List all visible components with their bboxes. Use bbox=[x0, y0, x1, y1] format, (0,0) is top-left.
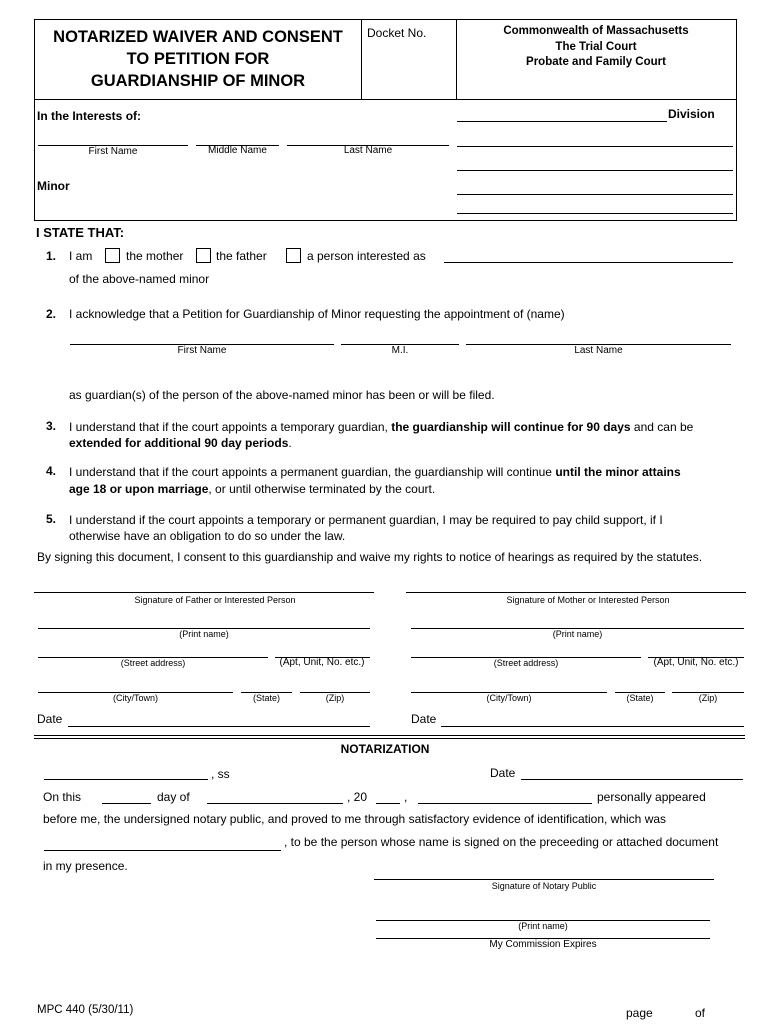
father-signature-caption: Signature of Father or Interested Person bbox=[134, 595, 296, 605]
docket-label: Docket No. bbox=[367, 26, 427, 40]
item-3-part-b: the guardianship will continue for 90 days bbox=[391, 420, 631, 434]
division-field[interactable] bbox=[457, 121, 667, 122]
day-of-label: day of bbox=[157, 790, 190, 804]
item-4-part-a: I understand that if the court appoints a permanent guardian, the guardianship will continue bbox=[69, 465, 556, 479]
item-2-tail: as guardian(s) of the person of the above-named minor has been or will be filed. bbox=[69, 388, 495, 402]
item-4-part-d: , or until otherwise terminated by the court. bbox=[208, 482, 436, 496]
item-2-text: I acknowledge that a Petition for Guardianship of Minor requesting the appointment of (name) bbox=[69, 307, 565, 321]
item-5-text bbox=[69, 512, 737, 544]
item-3-text bbox=[69, 419, 737, 451]
father-print-name-caption: (Print name) bbox=[179, 629, 229, 639]
year-comma: , bbox=[404, 790, 408, 804]
mother-date-field[interactable] bbox=[441, 726, 744, 727]
mother-checkbox[interactable] bbox=[105, 248, 120, 263]
division-label: Division bbox=[668, 107, 715, 121]
notary-date-field[interactable] bbox=[521, 779, 743, 780]
title-line-2: TO PETITION FOR bbox=[126, 50, 270, 68]
item-1-number: 1. bbox=[46, 249, 57, 263]
division-address-line-3[interactable] bbox=[457, 194, 733, 195]
item-4-number: 4. bbox=[46, 464, 57, 478]
mother-print-name-caption: (Print name) bbox=[552, 629, 603, 639]
mother-state-caption: (State) bbox=[626, 693, 654, 703]
mother-date-label: Date bbox=[411, 712, 437, 726]
mother-zip-caption: (Zip) bbox=[698, 693, 718, 703]
father-checkbox[interactable] bbox=[196, 248, 211, 263]
interested-person-checkbox[interactable] bbox=[286, 248, 301, 263]
commission-expires-caption: My Commission Expires bbox=[489, 939, 597, 950]
father-street-caption: (Street address) bbox=[120, 658, 186, 668]
father-city-caption: (City/Town) bbox=[112, 693, 158, 703]
item-4-part-c: age 18 or upon marriage bbox=[69, 482, 209, 496]
item-2-number: 2. bbox=[46, 307, 57, 321]
interested-option-label: a person interested as bbox=[307, 249, 426, 263]
docket-box-right bbox=[456, 19, 457, 99]
day-field[interactable] bbox=[102, 803, 151, 804]
identification-field[interactable] bbox=[44, 850, 281, 851]
title-divider bbox=[34, 99, 736, 100]
appeared-label: personally appeared bbox=[597, 790, 706, 804]
item-5-number: 5. bbox=[46, 512, 57, 526]
item-3-part-c: and can be bbox=[630, 420, 694, 434]
mother-signature-caption: Signature of Mother or Interested Person bbox=[506, 595, 670, 605]
page-label: page bbox=[626, 1006, 653, 1020]
year-field[interactable] bbox=[376, 803, 400, 804]
item-5-line-1: I understand if the court appoints a temporary or permanent guardian, I may be required to pay child support, if I bbox=[69, 513, 663, 527]
notary-signature-caption: Signature of Notary Public bbox=[491, 881, 597, 891]
item-3-number: 3. bbox=[46, 419, 57, 433]
guardian-last-name-caption: Last Name bbox=[574, 345, 623, 356]
division-address-line-2[interactable] bbox=[457, 170, 733, 171]
item-3-part-d: extended for additional 90 day periods bbox=[69, 436, 289, 450]
court-line-1: Commonwealth of Massachusetts bbox=[503, 25, 689, 37]
notary-signature-field[interactable] bbox=[374, 879, 714, 880]
item-3-part-a: I understand that if the court appoints a temporary guardian, bbox=[69, 420, 392, 434]
month-field[interactable] bbox=[207, 803, 343, 804]
father-apt-caption: (Apt, Unit, No. etc.) bbox=[279, 657, 365, 668]
item-4-part-b: until the minor attains bbox=[555, 465, 681, 479]
court-line-3: Probate and Family Court bbox=[526, 56, 666, 68]
mother-option-label: the mother bbox=[126, 249, 184, 263]
appeared-name-field[interactable] bbox=[418, 803, 592, 804]
minor-label: Minor bbox=[37, 179, 70, 193]
father-option-label: the father bbox=[216, 249, 267, 263]
form-title bbox=[36, 26, 360, 92]
guardian-first-name-caption: First Name bbox=[177, 345, 227, 356]
father-date-field[interactable] bbox=[68, 726, 370, 727]
mother-city-caption: (City/Town) bbox=[486, 693, 532, 703]
item-1-i-am: I am bbox=[69, 249, 93, 263]
minor-middle-name-caption: Middle Name bbox=[208, 145, 267, 156]
year-prefix-label: , 20 bbox=[347, 790, 368, 804]
title-line-1: NOTARIZED WAIVER AND CONSENT bbox=[53, 28, 343, 46]
before-me-text: before me, the undersigned notary public, and proved to me through satisfactory evidence of identification, which was bbox=[43, 812, 667, 826]
on-this-label: On this bbox=[43, 790, 82, 804]
title-line-3: GUARDIANSHIP OF MINOR bbox=[90, 72, 306, 90]
father-date-label: Date bbox=[37, 712, 63, 726]
consent-statement: By signing this document, I consent to this guardianship and waive my rights to notice of hearings as required by the statutes. bbox=[37, 550, 703, 564]
item-5-line-2: otherwise have an obligation to do so under the law. bbox=[69, 529, 346, 543]
notary-print-name-caption: (Print name) bbox=[518, 921, 568, 931]
item-4-text bbox=[69, 464, 737, 498]
item-3-part-e: . bbox=[288, 436, 292, 450]
division-address-line-1[interactable] bbox=[457, 146, 733, 147]
item-1-tail: of the above-named minor bbox=[69, 272, 210, 286]
to-be-text: , to be the person whose name is signed on the preceeding or attached document bbox=[284, 835, 719, 849]
mother-signature-field[interactable] bbox=[406, 592, 746, 593]
form-id: MPC 440 (5/30/11) bbox=[37, 1004, 134, 1016]
minor-first-name-caption: First Name bbox=[88, 146, 138, 157]
father-zip-caption: (Zip) bbox=[325, 693, 345, 703]
minor-last-name-caption: Last Name bbox=[343, 145, 393, 156]
in-my-presence-text: in my presence. bbox=[43, 859, 128, 873]
notarization-divider-top bbox=[34, 735, 745, 736]
interests-label: In the Interests of: bbox=[37, 109, 142, 123]
county-field[interactable] bbox=[44, 779, 208, 780]
docket-field[interactable] bbox=[362, 45, 455, 97]
father-signature-field[interactable] bbox=[34, 592, 374, 593]
notary-date-label: Date bbox=[490, 766, 516, 780]
notarization-heading: NOTARIZATION bbox=[340, 742, 430, 756]
ss-label: , ss bbox=[211, 767, 230, 781]
court-name bbox=[458, 24, 734, 71]
division-address-line-4[interactable] bbox=[457, 213, 733, 214]
statement-heading: I STATE THAT: bbox=[36, 225, 125, 240]
mother-apt-caption: (Apt, Unit, No. etc.) bbox=[653, 657, 739, 668]
guardian-mi-caption: M.I. bbox=[391, 345, 409, 356]
mother-street-caption: (Street address) bbox=[493, 658, 559, 668]
court-line-2: The Trial Court bbox=[555, 40, 637, 53]
notarization-divider-bottom bbox=[34, 738, 745, 739]
interested-as-field[interactable] bbox=[444, 262, 733, 263]
father-state-caption: (State) bbox=[252, 693, 280, 703]
page-of-label: of bbox=[695, 1006, 706, 1020]
